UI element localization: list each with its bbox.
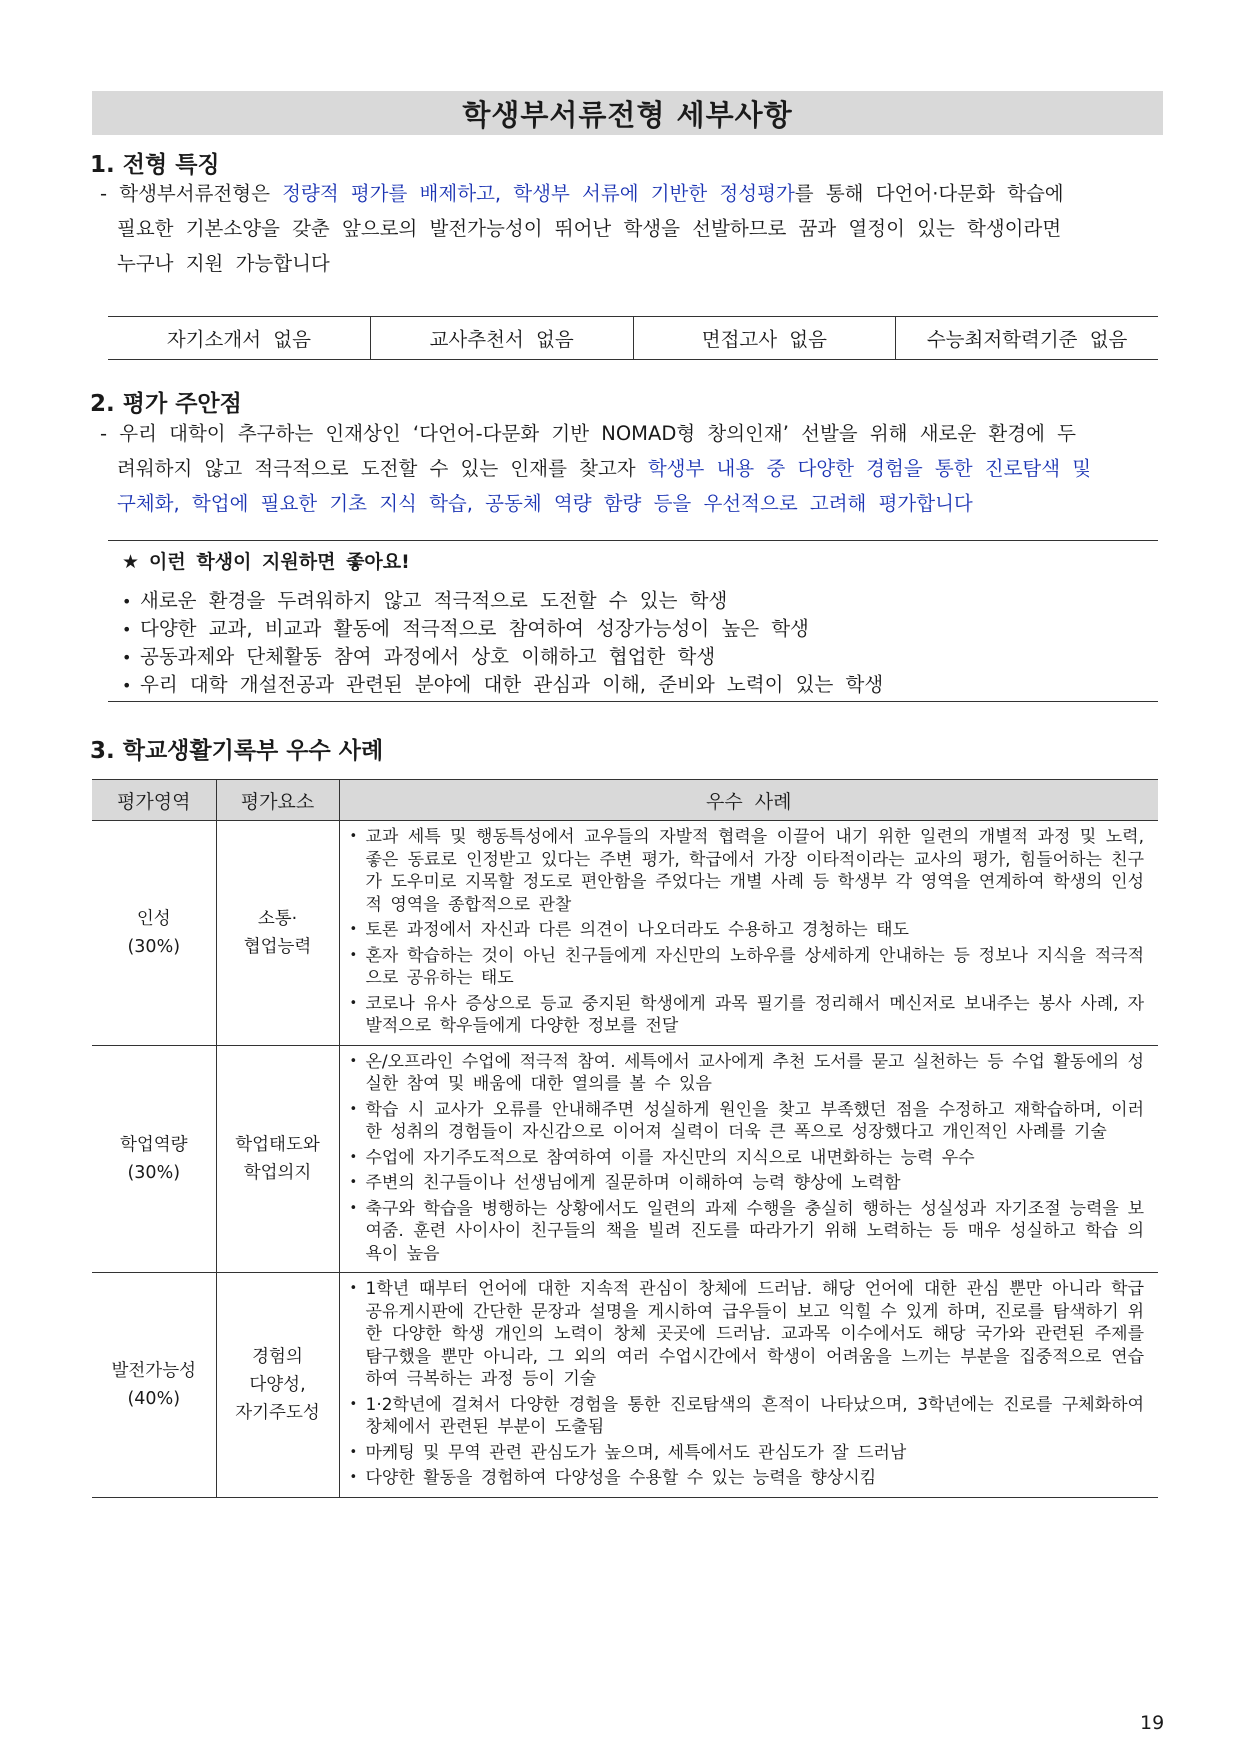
list-item-text: 우리 대학 개설전공과 관련된 분야에 대한 관심과 이해, 준비와 노력이 있는 학생 — [140, 673, 884, 696]
bullet-icon: • — [349, 1281, 358, 1296]
case-text: 교과 세특 및 행동특성에서 교우들의 자발적 협력을 이끌어 내기 위한 일련의 개별적 과정 및 노력, 좋은 동료로 인정받고 있다는 주변 평가, 학급에서 가장 이타적이라는 교사의 평가, 힘들어하는 친구가 도우미로 지목할 정도로 편안함을 주었다는 개별 사례 등 학생부 각 영역을 연계하여 학생의 인성적 영역을 종합적으로 관찰 — [365, 827, 1144, 915]
highlighted-text: 정량적 평가를 배제하고, 학생부 서류에 기반한 정성평가 — [282, 182, 795, 205]
evaluation-area: 발전가능성 — [111, 1360, 197, 1381]
case-text: 주변의 친구들이나 선생님에게 질문하며 이해하여 능력 향상에 노력함 — [365, 1173, 901, 1193]
bullet-icon: • — [349, 1149, 358, 1165]
bullet-icon: • — [349, 1200, 358, 1216]
excellent-cases-cell — [339, 821, 1158, 1046]
case-text: 학습 시 교사가 오류를 안내해주면 성실하게 원인을 찾고 부족했던 점을 수정하고 재학습하며, 이러한 성취의 경험들이 자신감으로 이어져 실력이 더욱 큰 폭으로 성장했다고 개인적인 사례를 기술 — [365, 1099, 1144, 1142]
case-item — [350, 1278, 1145, 1391]
bullet-icon: • — [349, 1470, 358, 1485]
excellent-cases-cell — [339, 1273, 1158, 1498]
paragraph-line — [100, 246, 1162, 281]
no-requirements-bar — [108, 316, 1158, 360]
bullet-icon: • — [349, 947, 358, 963]
text-span: - 학생부서류전형은 — [100, 182, 283, 205]
no-item: 자기소개서 없음 — [108, 317, 371, 359]
table-row — [92, 1045, 1158, 1273]
case-text: 온/오프라인 수업에 적극적 참여. 세특에서 교사에게 추천 도서를 묻고 실천하는 등 수업 활동에의 성실한 참여 및 배움에 대한 열의를 볼 수 있음 — [365, 1051, 1144, 1094]
case-item — [350, 1099, 1145, 1144]
recommended-list — [122, 587, 883, 699]
evaluation-element-line: 협업능력 — [243, 936, 312, 957]
header-cases: 우수 사례 — [339, 780, 1158, 821]
case-text: 다양한 활동을 경험하여 다양성을 수용할 수 있는 능력을 향상시킴 — [365, 1468, 877, 1488]
no-item: 교사추천서 없음 — [371, 317, 634, 359]
excellent-cases-table — [92, 779, 1158, 1498]
evaluation-element-cell — [216, 821, 339, 1046]
list-item — [122, 615, 883, 643]
evaluation-element-line: 소통· — [257, 908, 298, 929]
list-item — [122, 587, 883, 615]
evaluation-element-line: 학업의지 — [243, 1162, 312, 1183]
bullet-icon: • — [349, 1053, 358, 1069]
case-item — [350, 1147, 1145, 1170]
bullet-icon: • — [122, 620, 132, 639]
page-number: 19 — [1140, 1712, 1165, 1734]
header-element: 평가요소 — [216, 780, 339, 821]
evaluation-element-line: 다양성, — [249, 1374, 306, 1395]
table-row — [92, 821, 1158, 1046]
paragraph-line — [100, 416, 1162, 451]
list-item-text: 다양한 교과, 비교과 활동에 적극적으로 참여하여 성장가능성이 높은 학생 — [140, 617, 809, 640]
bullet-icon: • — [122, 592, 132, 611]
list-item-text: 새로운 환경을 두려워하지 않고 적극적으로 도전할 수 있는 학생 — [140, 589, 728, 612]
text-span: - 우리 대학이 추구하는 인재상인 ‘다언어-다문화 기반 NOMAD형 창의인재’ 선발을 위해 새로운 환경에 두 — [100, 422, 1076, 445]
paragraph-line — [100, 176, 1162, 211]
evaluation-element-line: 학업태도와 — [235, 1134, 320, 1155]
no-item: 면접고사 없음 — [634, 317, 897, 359]
paragraph-line — [100, 486, 1162, 521]
bullet-icon: • — [349, 829, 358, 844]
case-text: 1학년 때부터 언어에 대한 지속적 관심이 창체에 드러남. 해당 언어에 대한 관심 뿐만 아니라 학급 공유게시판에 간단한 문장과 설명을 게시하여 급우들이 보고 익힐 수 있게 하며, 진로를 탐색하기 위한 다양한 학생 개인의 노력이 창체 곳곳에 드러남. 교과목 이수에서도 해당 국가와 관련된 주제를 탐구했을 뿐만 아니라, 그 외의 여러 수업시간에서 학생이 어려움을 느끼는 부분을 집중적으로 연습하여 극복하는 과정 등이 기술 — [365, 1279, 1144, 1389]
no-item: 수능최저학력기준 없음 — [926, 328, 1128, 351]
list-item — [122, 671, 883, 699]
case-text: 토론 과정에서 자신과 다른 의견이 나오더라도 수용하고 경청하는 태도 — [365, 920, 909, 940]
case-item — [350, 1051, 1145, 1096]
evaluation-area: 학업역량 — [119, 1134, 188, 1155]
section-2-paragraph — [100, 416, 1162, 521]
bullet-icon: • — [349, 1101, 358, 1117]
case-item — [350, 826, 1145, 916]
evaluation-area-cell — [92, 1273, 216, 1498]
excellent-cases-cell — [339, 1045, 1158, 1273]
text-span: 필요한 기본소양을 갖춘 앞으로의 발전가능성이 뛰어난 학생을 선발하므로 꿈과 열정이 있는 학생이라면 — [117, 217, 1062, 240]
case-text: 코로나 유사 증상으로 등교 중지된 학생에게 과목 필기를 정리해서 메신저로 보내주는 봉사 사례, 자발적으로 학우들에게 다양한 정보를 전달 — [365, 993, 1144, 1036]
case-item — [350, 919, 1145, 942]
bullet-icon: • — [349, 995, 358, 1011]
section-3-heading: 3. 학교생활기록부 우수 사례 — [90, 738, 384, 764]
paragraph-line — [100, 451, 1162, 486]
text-span: 를 통해 다언어·다문화 학습에 — [794, 182, 1064, 205]
case-item — [350, 1198, 1145, 1266]
case-text: 마케팅 및 무역 관련 관심도가 높으며, 세특에서도 관심도가 잘 드러남 — [365, 1442, 907, 1463]
recommended-title — [122, 547, 410, 574]
evaluation-weight: (30%) — [127, 936, 181, 957]
bullet-icon: • — [349, 1396, 358, 1412]
case-text: 혼자 학습하는 것이 아닌 친구들에게 자신만의 노하우를 상세하게 안내하는 등 정보나 지식을 적극적으로 공유하는 태도 — [365, 945, 1144, 988]
table-body — [92, 821, 1158, 1498]
case-item — [350, 1172, 1145, 1195]
evaluation-area-cell — [92, 821, 216, 1046]
recommended-students-box — [108, 540, 1158, 702]
case-item — [350, 1467, 1145, 1490]
text-span: 려워하지 않고 적극적으로 도전할 수 있는 인재를 찾고자 — [117, 457, 648, 480]
case-text: 축구와 학습을 병행하는 상황에서도 일련의 과제 수행을 충실히 행하는 성실성과 자기조절 능력을 보여줌. 훈련 사이사이 친구들의 책을 빌려 진도를 따라가기 위해 노력하는 등 매우 성실하고 학습 의욕이 높음 — [365, 1198, 1144, 1264]
case-item — [350, 1442, 1145, 1465]
evaluation-element-line: 경험의 — [252, 1346, 303, 1367]
text-span: 누구나 지원 가능합니다 — [117, 252, 330, 275]
bullet-icon: • — [349, 1175, 358, 1190]
table-row — [92, 1273, 1158, 1498]
highlighted-text: 학생부 내용 중 다양한 경험을 통한 진로탐색 및 — [647, 457, 1092, 480]
bullet-icon: • — [122, 676, 132, 695]
case-item — [350, 945, 1145, 990]
evaluation-element-line: 자기주도성 — [235, 1402, 320, 1423]
section-1-heading: 1. 전형 특징 — [90, 152, 220, 178]
recommended-title-text: 이런 학생이 지원하면 좋아요! — [149, 551, 410, 573]
page-title: 학생부서류전형 세부사항 — [92, 91, 1163, 135]
list-item — [122, 643, 883, 671]
header-area: 평가영역 — [92, 780, 216, 821]
list-item-text: 공동과제와 단체활동 참여 과정에서 상호 이해하고 협업한 학생 — [140, 645, 716, 668]
case-text: 1·2학년에 걸쳐서 다양한 경험을 통한 진로탐색의 흔적이 나타났으며, 3학년에는 진로를 구체화하여 창체에서 관련된 부분이 도출됨 — [365, 1394, 1144, 1437]
star-icon: ★ — [122, 551, 140, 573]
case-text: 수업에 자기주도적으로 참여하여 이를 자신만의 지식으로 내면화하는 능력 우수 — [365, 1147, 975, 1168]
bullet-icon: • — [349, 1444, 358, 1460]
bullet-icon: • — [122, 648, 132, 667]
table-header-row — [92, 780, 1158, 821]
evaluation-weight: (40%) — [127, 1388, 181, 1409]
evaluation-area-cell — [92, 1045, 216, 1273]
evaluation-element-cell — [216, 1045, 339, 1273]
evaluation-area: 인성 — [136, 908, 171, 929]
section-2-heading: 2. 평가 주안점 — [90, 391, 242, 417]
bullet-icon: • — [349, 922, 358, 937]
highlighted-text: 구체화, 학업에 필요한 기초 지식 학습, 공동체 역량 함량 등을 우선적으로 고려해 평가합니다 — [117, 492, 973, 515]
paragraph-line — [100, 211, 1162, 246]
evaluation-weight: (30%) — [127, 1162, 181, 1183]
section-1-paragraph — [100, 176, 1162, 281]
evaluation-element-cell — [216, 1273, 339, 1498]
case-item — [350, 993, 1145, 1038]
case-item — [350, 1394, 1145, 1439]
